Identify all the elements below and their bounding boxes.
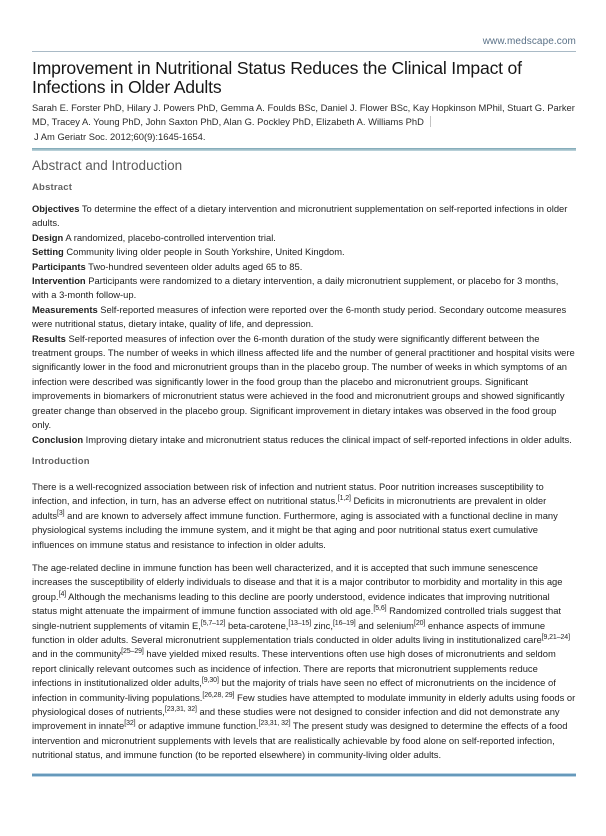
abstract-item-text: Community living older people in South Yorkshire, United Kingdom. [63, 246, 345, 258]
reference-superscript: [23,31, 32] [164, 706, 197, 713]
reference-superscript: [3] [57, 509, 65, 517]
abstract-block [32, 202, 576, 447]
abstract-item-label: Objectives [32, 203, 80, 214]
abstract-item-text: Improving dietary intake and micronutrient status reduces the clinical impact of self-reported infections in older adults. [83, 433, 572, 445]
abstract-item [32, 303, 576, 332]
introduction-block [32, 480, 576, 763]
abstract-item-label: Measurements [32, 303, 98, 315]
section-divider [32, 148, 576, 151]
reference-superscript: [16–19] [332, 619, 356, 627]
reference-superscript: [9,30] [201, 677, 219, 685]
introduction-paragraph: There is a well-recognized association between risk of infection and nutrient status. Poor nutrition increases susceptibility to infection, and infection, in turn, has an adverse effect on nutritional status.[1,2] Deficits in micronutrients are prevalent in older adults[3] and are known to adversely affect immune function. Furthermore, aging is associated with a functional decline in many physiological systems including the immune system, and it might be that aging and poor nutritional status exert cumulative influences on immune status and resistance to infection in older adults. [32, 480, 558, 550]
abstract-item [32, 231, 576, 245]
abstract-item-text: A randomized, placebo-controlled intervention trial. [63, 231, 276, 243]
reference-superscript: [25–29] [121, 648, 144, 656]
page-title: Improvement in Nutritional Status Reduces the Clinical Impact of Infections in Older Adults [32, 58, 522, 97]
abstract-item-text: To determine the effect of a dietary intervention and micronutrient supplementation on self-reported infections in older adults. [32, 203, 568, 229]
reference-superscript: [9,21–24] [541, 633, 570, 641]
reference-superscript: [4] [58, 590, 67, 598]
abstract-item [32, 433, 576, 447]
abstract-item-label: Design [32, 231, 64, 243]
text-caret [430, 116, 431, 127]
abstract-item-label: Intervention [32, 275, 86, 287]
abstract-item [32, 332, 576, 433]
abstract-item [32, 202, 576, 231]
reference-superscript: [20] [413, 619, 426, 627]
abstract-heading: Abstract [32, 182, 73, 193]
abstract-item-text: Self-reported measures of infection were reported over the 6-month study period. Secondary outcome measures were nutritional status, dietary intake, quality of life, and depression. [32, 303, 567, 330]
authors-line [32, 101, 576, 129]
article-page [0, 36, 606, 777]
abstract-item-label: Setting [32, 246, 64, 258]
reference-superscript: [5,7–12] [200, 619, 226, 627]
bottom-divider [32, 773, 576, 777]
introduction-heading: Introduction [32, 455, 90, 467]
introduction-paragraph: The age-related decline in immune function has been well characterized, and it is accepted that such immune senescence increases the susceptibility of elderly individuals to disease and that it is a major contributor to morbidity and mortality in this age group.[4] Although the mechanisms leading to this decline are poorly understood, evidence indicates that improving nutritional status might attenuate the impairment of immune function associated with old age.[5,6] Randomized controlled trials suggest that single-nutrient supplements of vitamin E,[5,7–12] beta-carotene,[13–15] zinc,[16–19] and selenium[20] enhance aspects of immune function in older adults. Several micronutrient supplementation trials conducted in older adults living in institutionalized care[9,21–24] and in the community[25–29] have yielded mixed results. These interventions often use high doses of micronutrients and seldom report clinically relevant outcomes such as incidence of infection. There are reports that micronutrient supplements reduce infections in institutionalized older adults,[9,30] but the majority of trials have seen no effect of micronutrients on the incidence of infection in community-living populations.[26,28, 29] Few studies have attempted to modulate immunity in elderly adults using foods or physiological doses of nutrients,[23,31, 32] and these studies were not designed to consider infection and did not demonstrate any improvement in innate[32] or adaptive immune function.[23,31, 32] The present study was designed to determine the effects of a food intervention and micronutrient supplements with levels that are realistically achievable by food alone on self-reported infection, nutritional status, and immune function (to be reported elsewhere) in community-living older adults. [32, 561, 576, 761]
reference-superscript: [1,2] [337, 495, 351, 503]
journal-citation: J Am Geriatr Soc. 2012;60(9):1645-1654. [34, 131, 206, 142]
reference-superscript: [5,6] [373, 605, 387, 613]
abstract-item-text: Self-reported measures of infection over the 6-month duration of the study were significantly different between the treatment groups. The number of weeks in which illness affected life and the number of general practitioner and hospital visits were significantly lower in the food and micronutrient groups than in the placebo group. The number of weeks in which symptoms of an infection were described was significantly lower in the food group than the placebo and micronutrient groups. Significant improvements in biomarkers of micronutrient status were achieved in the food and micronutrient groups and showed significantly greater change than observed in the placebo group. Significant improvement in dietary intakes was observed in the food group only. [32, 332, 575, 431]
site-url [32, 36, 576, 47]
abstract-item-label: Participants [32, 260, 86, 272]
reference-superscript: [32] [124, 720, 136, 728]
reference-superscript: [26,28, 29] [202, 691, 235, 699]
section-heading: Abstract and Introduction [32, 158, 183, 173]
abstract-item [32, 274, 576, 303]
abstract-item [32, 245, 576, 259]
authors-text: Sarah E. Forster PhD, Hilary J. Powers PhD, Gemma A. Foulds BSc, Daniel J. Flower BSc, Kay Hopkinson MPhil, Stuart G. Parker MD, Tracey A. Young PhD, John Saxton PhD, Alan G. Pockley PhD, Elizabeth A. Williams PhD [32, 102, 575, 127]
site-url-text: www.medscape.com [482, 36, 576, 47]
abstract-item-text: Participants were randomized to a dietary intervention, a daily micronutrient supplement, or placebo for 3 months, with a 3-month follow-up. [32, 275, 559, 301]
header-divider [32, 51, 576, 52]
abstract-item-text: Two-hundred seventeen older adults aged 65 to 85. [85, 260, 303, 272]
reference-superscript: [13–15] [288, 619, 312, 627]
reference-superscript: [23,31, 32] [258, 720, 291, 728]
abstract-item-label: Conclusion [32, 433, 84, 445]
abstract-item-label: Results [32, 332, 66, 344]
abstract-item [32, 260, 576, 274]
